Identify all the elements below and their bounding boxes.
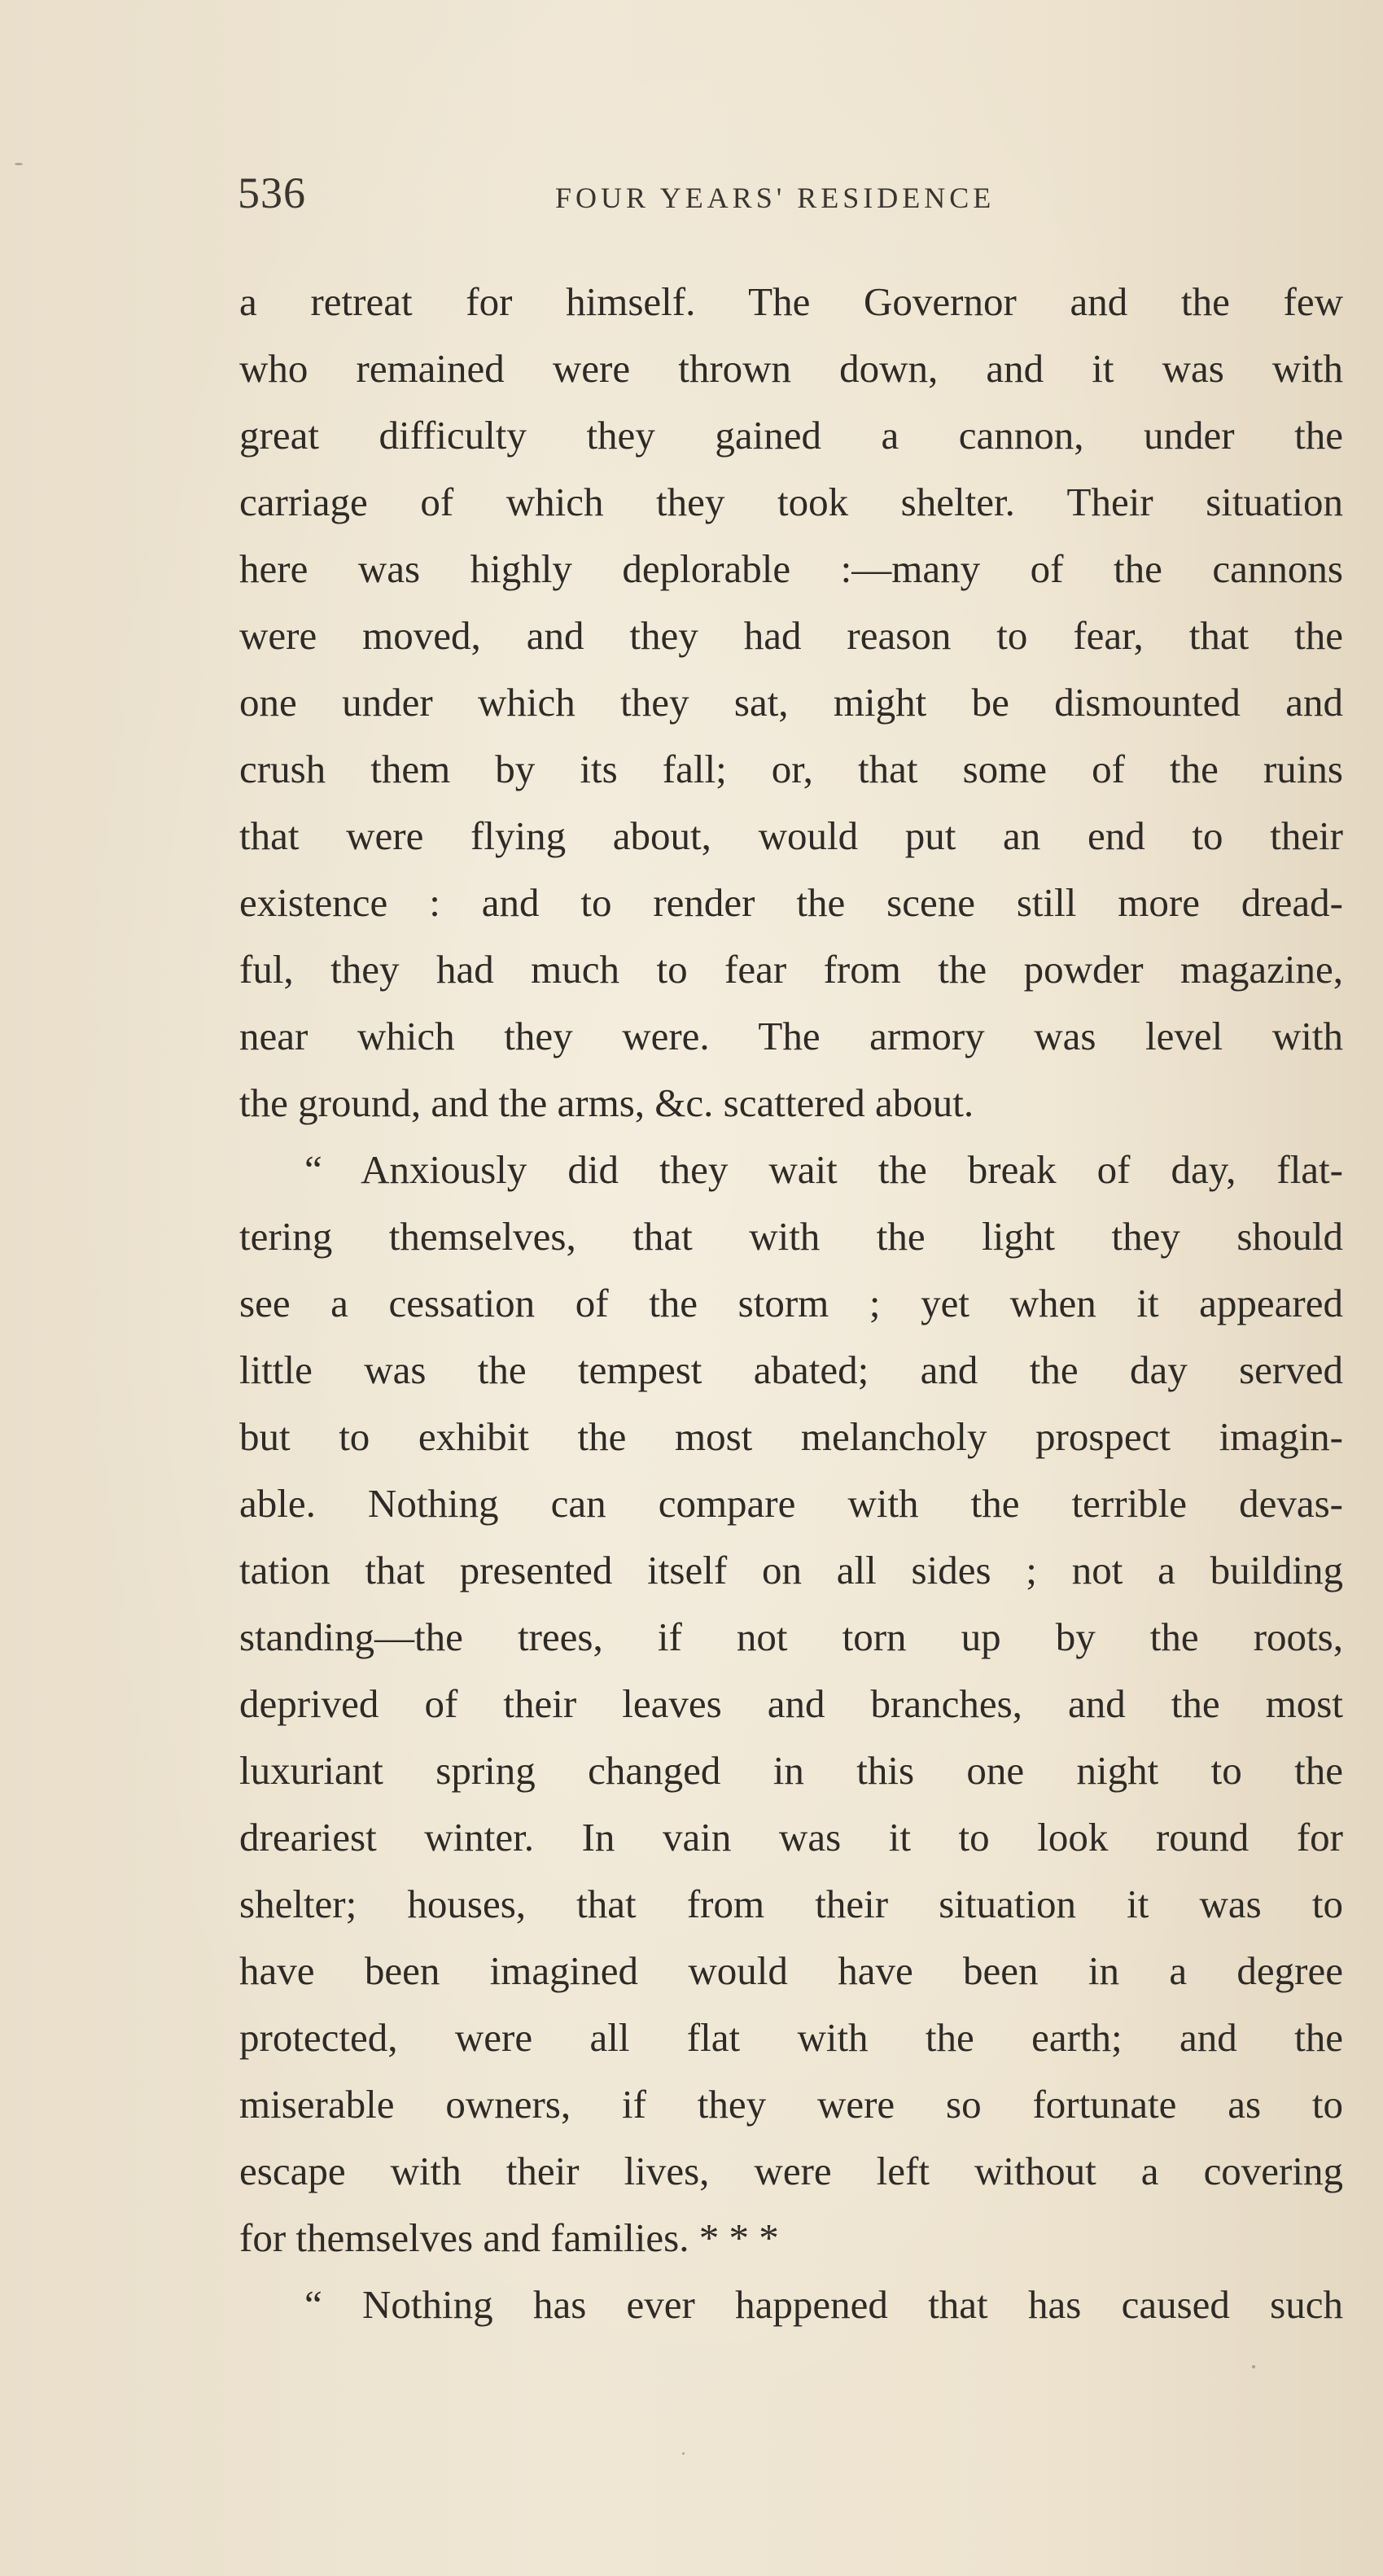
text-line: but to exhibit the most melancholy prospect imagin- [239, 1414, 1343, 1459]
text-line: that were flying about, would put an end to their [239, 813, 1343, 858]
paper-speck [1252, 2365, 1255, 2368]
text-line: tation that presented itself on all sides ; not a building [239, 1548, 1343, 1592]
text-line: protected, were all flat with the earth; and the [239, 2015, 1343, 2060]
text-line: one under which they sat, might be dismounted and [239, 680, 1343, 725]
text-line: standing—the trees, if not torn up by the roots, [239, 1614, 1343, 1659]
text-line: near which they were. The armory was level with [239, 1014, 1343, 1058]
text-line: carriage of which they took shelter. Their situation [239, 480, 1343, 524]
text-line: luxuriant spring changed in this one night to the [239, 1748, 1343, 1793]
text-line: for themselves and families. * * * [239, 2215, 779, 2260]
running-head [238, 168, 1345, 225]
text-line: a retreat for himself. The Governor and the few [239, 279, 1343, 324]
text-line: “ Anxiously did they wait the break of day, flat- [304, 1147, 1343, 1192]
text-line: shelter; houses, that from their situation it was to [239, 1882, 1343, 1926]
text-line: escape with their lives, were left without a covering [239, 2149, 1343, 2193]
text-line: able. Nothing can compare with the terrible devas- [239, 1481, 1343, 1526]
text-line: see a cessation of the storm ; yet when it appeared [239, 1281, 1343, 1325]
paper-speck [15, 163, 23, 165]
text-line: “ Nothing has ever happened that has caused such [304, 2282, 1343, 2327]
text-line: ful, they had much to fear from the powder magazine, [239, 947, 1343, 992]
page-number: 536 [238, 169, 306, 217]
text-line: deprived of their leaves and branches, and the most [239, 1681, 1343, 1726]
text-line: who remained were thrown down, and it was with [239, 346, 1343, 391]
text-line: dreariest winter. In vain was it to look round for [239, 1815, 1343, 1860]
text-line: have been imagined would have been in a degree [239, 1948, 1343, 1993]
text-line: tering themselves, that with the light they should [239, 1214, 1343, 1259]
text-line: existence : and to render the scene still more dread- [239, 880, 1343, 925]
text-line: the ground, and the arms, &c. scattered about. [239, 1080, 974, 1125]
text-line: were moved, and they had reason to fear, that the [239, 613, 1343, 658]
paper-speck [682, 2452, 685, 2455]
running-title: FOUR YEARS' RESIDENCE [555, 182, 996, 214]
body-text [239, 269, 1343, 2338]
text-line: great difficulty they gained a cannon, under the [239, 413, 1343, 458]
text-line: little was the tempest abated; and the day served [239, 1347, 1343, 1392]
text-line: crush them by its fall; or, that some of the ruins [239, 747, 1343, 791]
text-line: miserable owners, if they were so fortunate as to [239, 2082, 1343, 2127]
text-line: here was highly deplorable :—many of the cannons [239, 546, 1343, 591]
